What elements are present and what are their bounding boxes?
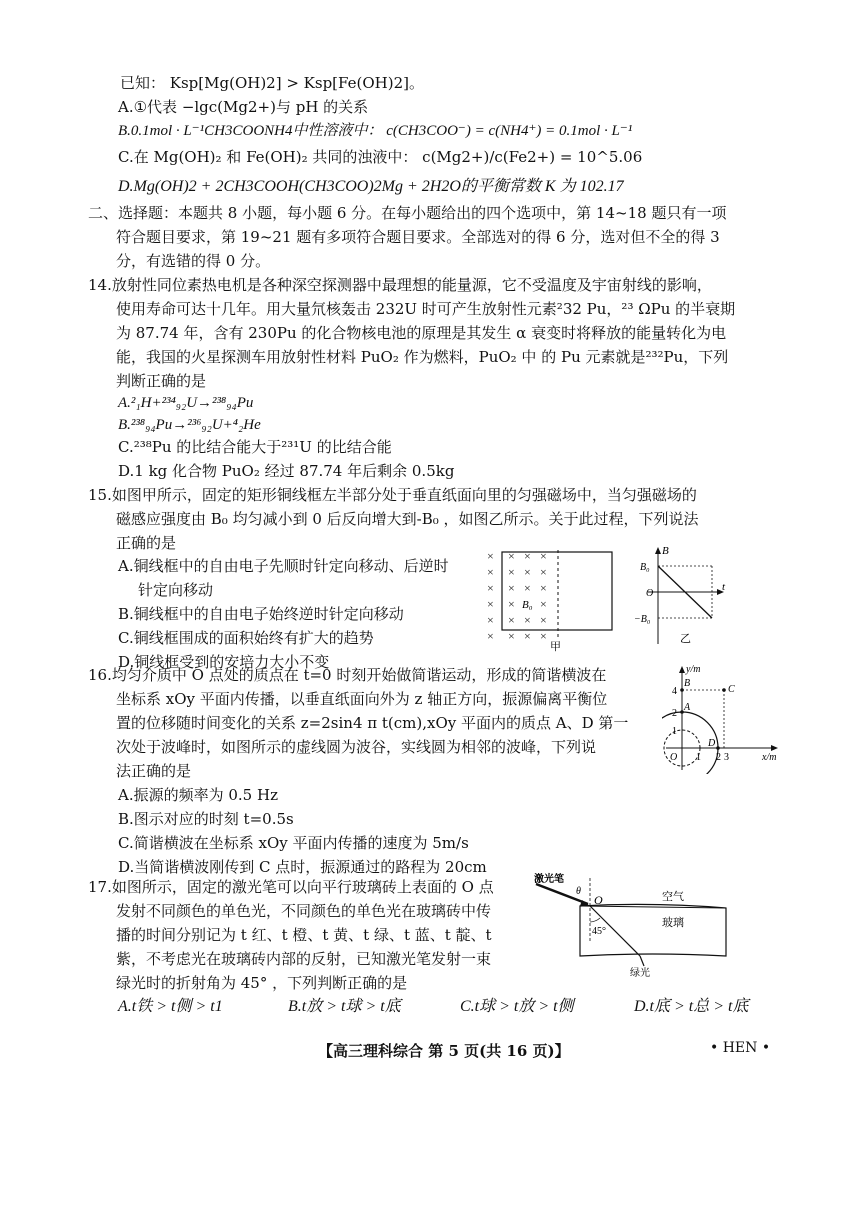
q16-tick-y1: 1 (672, 726, 677, 737)
q17-glass-label: 玻璃 (662, 917, 684, 929)
q15-yi-caption: 乙 (680, 633, 691, 645)
q15-stem-2: 磁感应强度由 B₀ 均匀减小到 0 后反向增大到-B₀ ，如图乙所示。关于此过程，下列说法 (116, 510, 699, 528)
q16-tick-x1: 1 (696, 752, 701, 763)
q17-option-c: C.t球 > t放 > t侧 (460, 998, 574, 1015)
section-header-line-2: 符合题目要求，第 19~21 题有多项符合题目要求。全部选对的得 6 分，选对但不全的得 3 (116, 228, 720, 246)
svg-text:×: × (524, 549, 531, 563)
section-header-line-3: 分，有选错的得 0 分。 (116, 252, 271, 270)
q16-tick-y4: 4 (672, 686, 677, 697)
q15-option-a-2: 针定向移动 (138, 581, 214, 599)
q15-option-c: C.铜线框围成的面积始终有扩大的趋势 (118, 629, 374, 647)
q15-option-a-1: A.铜线框中的自由电子先顺时针定向移动、后逆时 (118, 557, 449, 575)
q16-point-b: B (684, 678, 691, 689)
q16-stem-2: 坐标系 xOy 平面内传播，以垂直纸面向外为 z 轴正方向，振源偏离平衡位 (116, 690, 608, 708)
q16-stem-4: 次处于波峰时，如图所示的虚线圆为波谷，实线圆为相邻的波峰，下列说 (116, 738, 597, 756)
q15-yi-neg-b0: −B₀ (634, 614, 651, 625)
svg-text:×: × (508, 613, 515, 627)
svg-text:×: × (540, 565, 547, 579)
q17-angle-label: 45° (592, 926, 606, 937)
q16-point-d: D (708, 738, 716, 749)
q17-stem-3: 播的时间分别记为 t 红、t 橙、t 黄、t 绿、t 蓝、t 靛、t (116, 926, 492, 944)
q14-stem-2: 使用寿命可达十几年。用大量氘核轰击 232U 时可产生放射性元素²32 Pu，²³ ΩPu 的半衰期 (116, 300, 736, 318)
section-header-line-1: 二、选择题：本题共 8 小题，每小题 6 分。在每小题给出的四个选项中，第 14~18 题只有一项 (88, 204, 727, 222)
svg-text:×: × (487, 629, 494, 643)
q16-option-c: C.简谐横波在坐标系 xOy 平面内传播的速度为 5m/s (118, 834, 469, 852)
q17-air-label: 空气 (662, 891, 684, 903)
q17-laser-pen-label: 激光笔 (534, 874, 564, 885)
svg-text:×: × (487, 549, 494, 563)
q16-option-d: D.当简谐横波刚传到 C 点时，振源通过的路程为 20cm (118, 858, 487, 876)
svg-text:×: × (508, 597, 515, 611)
q16-point-a: A (684, 702, 691, 713)
q15-yi-axis-t: t (722, 581, 726, 593)
q16-stem-5: 法正确的是 (116, 762, 192, 780)
q17-option-a: A.t铁 > t侧 > t1 (118, 998, 223, 1015)
svg-text:×: × (487, 581, 494, 595)
q17-point-o: O (594, 893, 603, 907)
svg-text:×: × (487, 613, 494, 627)
svg-text:×: × (540, 581, 547, 595)
q16-option-a: A.振源的频率为 0.5 Hz (118, 786, 278, 804)
q15-option-b: B.铜线框中的自由电子始终逆时针定向移动 (118, 605, 404, 623)
q15-stem-1: 15.如图甲所示，固定的矩形铜线框左半部分处于垂直纸面向里的匀强磁场中，当匀强磁场的 (88, 486, 697, 504)
q15-yi-axis-b: B (662, 545, 669, 557)
prev-option-a: A.①代表 −lgc(Mg2+)与 pH 的关系 (118, 98, 369, 116)
q16-stem-3: 置的位移随时间变化的关系 z=2sin4 π t(cm),xOy 平面内的质点 A、D 第一 (116, 714, 629, 732)
q15-figure-yi (632, 544, 732, 658)
q14-stem-4: 能，我国的火星探测车用放射性材料 PuO₂ 作为燃料，PuO₂ 中 的 Pu 元素就是²³²Pu，下列 (116, 348, 729, 366)
q15-jia-field-label: B₀ (522, 599, 533, 611)
svg-text:×: × (524, 565, 531, 579)
svg-text:×: × (524, 581, 531, 595)
q16-tick-x3: 3 (724, 752, 729, 763)
q15-stem-3: 正确的是 (116, 534, 177, 552)
q17-stem-5: 绿光时的折射角为 45° ，下列判断正确的是 (116, 974, 408, 992)
svg-text:×: × (540, 549, 547, 563)
prev-option-d: D.Mg(OH)2 + 2CH3COOH(CH3COO)2Mg + 2H2O的平衡常数 K 为 102.17 (118, 178, 624, 195)
q15-jia-caption: 甲 (550, 641, 561, 653)
svg-text:×: × (508, 581, 515, 595)
q14-option-c: C.²³⁸Pu 的比结合能大于²³¹U 的比结合能 (118, 438, 392, 456)
q16-tick-x2: 2 (716, 752, 721, 763)
q15-option-d: D.铜线框受到的安培力大小不变 (118, 653, 330, 671)
q16-tick-y2: 2 (672, 708, 677, 719)
prev-option-c: C.在 Mg(OH)₂ 和 Fe(OH)₂ 共同的浊液中： c(Mg2+)/c(Fe2+) = 10^5.06 (118, 148, 643, 166)
q16-stem-1: 16.均匀介质中 O 点处的质点在 t=0 时刻开始做简谐运动，形成的简谐横波在 (88, 666, 607, 684)
prev-known: 已知： Ksp[Mg(OH)2] > Ksp[Fe(OH)2]。 (120, 74, 424, 92)
q17-option-d: D.t底 > t总 > t底 (634, 998, 749, 1015)
svg-text:×: × (540, 629, 547, 643)
q17-stem-4: 紫，不考虑光在玻璃砖内部的反射，已知激光笔发射一束 (116, 950, 492, 968)
q16-point-c: C (728, 684, 735, 695)
q14-stem-3: 为 87.74 年，含有 230Pu 的化合物核电池的原理是其发生 α 衰变时将释放的能量转化为电 (116, 324, 727, 342)
footer-code: • HEN • (710, 1040, 771, 1056)
svg-text:×: × (524, 629, 531, 643)
q14-option-d: D.1 kg 化合物 PuO₂ 经过 87.74 年后剩余 0.5kg (118, 462, 455, 480)
q14-option-b: B.²³⁸₉₄Pu→²³⁶₉₂U+⁴₂He (118, 417, 261, 433)
svg-text:×: × (487, 597, 494, 611)
q17-stem-2: 发射不同颜色的单色光，不同颜色的单色光在玻璃砖中传 (116, 902, 492, 920)
q16-origin: O (670, 752, 678, 763)
svg-text:×: × (540, 597, 547, 611)
q14-stem-1: 14.放射性同位素热电机是各种深空探测器中最理想的能量源，它不受温度及宇宙射线的影响， (88, 276, 712, 294)
svg-text:×: × (524, 613, 531, 627)
q17-stem-1: 17.如图所示，固定的激光笔可以向平行玻璃砖上表面的 O 点 (88, 878, 494, 896)
q16-figure (662, 662, 782, 778)
q14-option-a: A.²₁H+²³⁴₉₂U→²³⁸₉₄Pu (118, 395, 254, 411)
q15-yi-origin: O (646, 588, 654, 599)
svg-text:×: × (508, 629, 515, 643)
svg-text:×: × (487, 565, 494, 579)
q16-ylabel: y/m (686, 664, 701, 675)
q16-option-b: B.图示对应的时刻 t=0.5s (118, 810, 294, 828)
q14-stem-5: 判断正确的是 (116, 372, 207, 390)
svg-text:×: × (508, 565, 515, 579)
prev-option-b: B.0.1mol · L⁻¹CH3COONH4中性溶液中： c(CH3COO⁻) = c(NH4⁺) = 0.1mol · L⁻¹ (118, 123, 633, 139)
svg-text:×: × (540, 613, 547, 627)
q15-figure-jia (484, 546, 624, 660)
q17-green-light-label: 绿光 (630, 968, 650, 979)
page-footer: 【高三理科综合 第 5 页(共 16 页)】 (318, 1042, 570, 1060)
svg-text:×: × (508, 549, 515, 563)
q17-theta: θ (576, 886, 581, 897)
q15-yi-b0: B₀ (640, 562, 650, 573)
q16-xlabel: x/m (762, 752, 777, 763)
q17-option-b: B.t放 > t球 > t底 (288, 998, 401, 1015)
q17-figure (532, 870, 742, 984)
